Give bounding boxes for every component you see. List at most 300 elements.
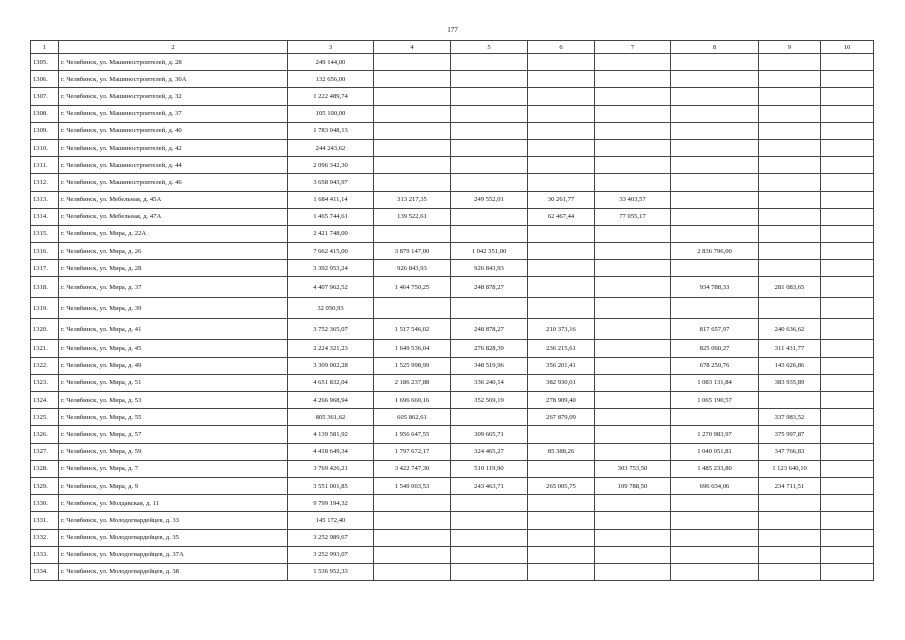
value-cell (821, 374, 874, 391)
value-cell (595, 54, 671, 71)
value-cell (821, 357, 874, 374)
row-number: 1313. (31, 191, 59, 208)
value-cell (759, 174, 821, 191)
row-number: 1328. (31, 460, 59, 477)
row-number: 1314. (31, 208, 59, 225)
value-cell (759, 191, 821, 208)
value-cell: 1 464 750,25 (374, 277, 451, 298)
value-cell (374, 563, 451, 580)
row-number: 1319. (31, 298, 59, 319)
value-cell: 1 485 233,80 (671, 460, 759, 477)
address-cell: г. Челябинск, ул. Молодогвардейцев, д. 33 (59, 512, 288, 529)
value-cell: 2 224 321,23 (288, 340, 374, 357)
value-cell: 30 261,77 (528, 191, 595, 208)
value-cell: 265 005,75 (528, 477, 595, 494)
value-cell (595, 139, 671, 156)
value-cell: 249 144,00 (288, 54, 374, 71)
value-cell: 313 217,35 (374, 191, 451, 208)
row-number: 1326. (31, 426, 59, 443)
value-cell: 1 956 647,55 (374, 426, 451, 443)
table-row (31, 529, 874, 546)
value-cell: 243 463,71 (451, 477, 528, 494)
value-cell (671, 298, 759, 319)
value-cell (528, 157, 595, 174)
table-row (31, 225, 874, 242)
value-cell (671, 157, 759, 174)
value-cell: 248 878,27 (451, 277, 528, 298)
value-cell (671, 208, 759, 225)
value-cell: 7 662 415,00 (288, 243, 374, 260)
address-cell: г. Челябинск, ул. Мира, д. 51 (59, 374, 288, 391)
table-row (31, 357, 874, 374)
row-number: 1318. (31, 277, 59, 298)
value-cell (821, 277, 874, 298)
value-cell: 3 551 001,85 (288, 477, 374, 494)
value-cell (821, 139, 874, 156)
value-cell: 3 769 426,21 (288, 460, 374, 477)
value-cell (528, 512, 595, 529)
value-cell: 383 935,89 (759, 374, 821, 391)
value-cell: 9 799 194,32 (288, 495, 374, 512)
row-number: 1324. (31, 392, 59, 409)
value-cell (595, 319, 671, 340)
value-cell (528, 426, 595, 443)
value-cell: 4 139 581,92 (288, 426, 374, 443)
value-cell (451, 157, 528, 174)
value-cell (374, 71, 451, 88)
row-number: 1320. (31, 319, 59, 340)
column-header: 10 (821, 41, 874, 54)
value-cell: 825 060,27 (671, 340, 759, 357)
value-cell (821, 443, 874, 460)
address-cell: г. Челябинск, ул. Машиностроителей, д. 32 (59, 88, 288, 105)
value-cell (821, 529, 874, 546)
value-cell (451, 54, 528, 71)
value-cell: 1 123 640,10 (759, 460, 821, 477)
address-cell: г. Челябинск, ул. Мира, д. 39 (59, 298, 288, 319)
address-cell: г. Челябинск, ул. Машиностроителей, д. 28 (59, 54, 288, 71)
value-cell (595, 174, 671, 191)
value-cell: 309 665,71 (451, 426, 528, 443)
value-cell (821, 495, 874, 512)
value-cell: 1 549 003,53 (374, 477, 451, 494)
value-cell (451, 105, 528, 122)
value-cell (374, 529, 451, 546)
value-cell (671, 546, 759, 563)
value-cell: 3 658 943,97 (288, 174, 374, 191)
value-cell (759, 298, 821, 319)
row-number: 1312. (31, 174, 59, 191)
value-cell: 347 766,83 (759, 443, 821, 460)
table-row (31, 260, 874, 277)
value-cell (759, 392, 821, 409)
value-cell: 805 361,62 (288, 409, 374, 426)
value-cell: 510 119,90 (451, 460, 528, 477)
value-cell (528, 495, 595, 512)
value-cell (821, 340, 874, 357)
value-cell (759, 208, 821, 225)
table-row (31, 512, 874, 529)
address-cell: г. Челябинск, ул. Мебельная, д. 45А (59, 191, 288, 208)
address-cell: г. Челябинск, ул. Мира, д. 57 (59, 426, 288, 443)
value-cell: 32 050,93 (288, 298, 374, 319)
row-number: 1332. (31, 529, 59, 546)
value-cell (759, 512, 821, 529)
value-cell (821, 563, 874, 580)
register-table (30, 40, 874, 581)
value-cell (759, 139, 821, 156)
value-cell (595, 88, 671, 105)
value-cell: 4 266 968,94 (288, 392, 374, 409)
address-cell: г. Челябинск, ул. Машиностроителей, д. 30А (59, 71, 288, 88)
value-cell (671, 529, 759, 546)
column-header: 4 (374, 41, 451, 54)
value-cell: 85 388,26 (528, 443, 595, 460)
address-cell: г. Челябинск, ул. Мира, д. 9 (59, 477, 288, 494)
value-cell: 33 403,57 (595, 191, 671, 208)
table-row (31, 157, 874, 174)
table-row (31, 54, 874, 71)
value-cell: 210 373,16 (528, 319, 595, 340)
row-number: 1334. (31, 563, 59, 580)
value-cell: 3 879 147,00 (374, 243, 451, 260)
value-cell: 1 797 672,17 (374, 443, 451, 460)
value-cell: 3 252 993,07 (288, 546, 374, 563)
address-cell: г. Челябинск, ул. Машиностроителей, д. 42 (59, 139, 288, 156)
address-cell: г. Челябинск, ул. Мира, д. 49 (59, 357, 288, 374)
header-row (31, 41, 874, 54)
value-cell (759, 529, 821, 546)
value-cell: 276 828,39 (451, 340, 528, 357)
value-cell: 240 636,62 (759, 319, 821, 340)
value-cell (528, 277, 595, 298)
value-cell (759, 157, 821, 174)
value-cell: 1 040 051,81 (671, 443, 759, 460)
value-cell (451, 122, 528, 139)
value-cell (671, 260, 759, 277)
value-cell (451, 529, 528, 546)
value-cell (595, 243, 671, 260)
value-cell: 678 250,76 (671, 357, 759, 374)
value-cell: 817 657,97 (671, 319, 759, 340)
table-row (31, 319, 874, 340)
value-cell (759, 495, 821, 512)
value-cell (528, 546, 595, 563)
address-cell: г. Челябинск, ул. Мира, д. 59 (59, 443, 288, 460)
value-cell (595, 374, 671, 391)
value-cell (821, 460, 874, 477)
value-cell: 139 522,61 (374, 208, 451, 225)
row-number: 1309. (31, 122, 59, 139)
value-cell (821, 208, 874, 225)
address-cell: г. Челябинск, ул. Молодогвардейцев, д. 35 (59, 529, 288, 546)
value-cell (671, 191, 759, 208)
value-cell (374, 546, 451, 563)
value-cell (821, 71, 874, 88)
value-cell (374, 174, 451, 191)
table-row (31, 563, 874, 580)
value-cell: 926 843,93 (374, 260, 451, 277)
value-cell (671, 174, 759, 191)
value-cell (821, 426, 874, 443)
value-cell (821, 122, 874, 139)
value-cell (759, 88, 821, 105)
value-cell (451, 298, 528, 319)
table-row (31, 340, 874, 357)
address-cell: г. Челябинск, ул. Мебельная, д. 47А (59, 208, 288, 225)
value-cell (595, 409, 671, 426)
value-cell: 324 465,27 (451, 443, 528, 460)
value-cell (759, 546, 821, 563)
row-number: 1306. (31, 71, 59, 88)
row-number: 1315. (31, 225, 59, 242)
value-cell: 352 569,19 (451, 392, 528, 409)
value-cell (671, 54, 759, 71)
value-cell (759, 71, 821, 88)
value-cell (759, 105, 821, 122)
value-cell: 249 552,01 (451, 191, 528, 208)
row-number: 1321. (31, 340, 59, 357)
value-cell (821, 54, 874, 71)
value-cell: 143 026,86 (759, 357, 821, 374)
value-cell: 926 843,93 (451, 260, 528, 277)
value-cell (821, 105, 874, 122)
value-cell (528, 298, 595, 319)
column-header: 3 (288, 41, 374, 54)
value-cell (595, 71, 671, 88)
value-cell (451, 225, 528, 242)
table-row (31, 208, 874, 225)
value-cell (671, 71, 759, 88)
row-number: 1331. (31, 512, 59, 529)
value-cell (821, 409, 874, 426)
value-cell (595, 392, 671, 409)
table-row (31, 460, 874, 477)
value-cell: 1 065 190,57 (671, 392, 759, 409)
value-cell (821, 174, 874, 191)
table-row (31, 495, 874, 512)
value-cell: 337 983,52 (759, 409, 821, 426)
value-cell: 1 270 983,97 (671, 426, 759, 443)
address-cell: г. Челябинск, ул. Машиностроителей, д. 46 (59, 174, 288, 191)
value-cell (374, 225, 451, 242)
value-cell: 3 752 365,07 (288, 319, 374, 340)
value-cell: 1 222 489,74 (288, 88, 374, 105)
value-cell (821, 243, 874, 260)
value-cell (671, 409, 759, 426)
row-number: 1333. (31, 546, 59, 563)
value-cell (595, 426, 671, 443)
value-cell (451, 88, 528, 105)
value-cell (595, 105, 671, 122)
table-row (31, 191, 874, 208)
value-cell (451, 139, 528, 156)
value-cell (671, 225, 759, 242)
value-cell: 336 240,14 (451, 374, 528, 391)
value-cell: 2 096 342,30 (288, 157, 374, 174)
value-cell (451, 409, 528, 426)
value-cell: 132 656,00 (288, 71, 374, 88)
value-cell (595, 563, 671, 580)
column-header: 5 (451, 41, 528, 54)
address-cell: г. Челябинск, ул. Машиностроителей, д. 40 (59, 122, 288, 139)
value-cell (759, 563, 821, 580)
value-cell: 278 909,40 (528, 392, 595, 409)
table-row (31, 426, 874, 443)
table-row (31, 243, 874, 260)
value-cell: 3 309 002,28 (288, 357, 374, 374)
value-cell: 109 788,50 (595, 477, 671, 494)
value-cell (374, 88, 451, 105)
row-number: 1325. (31, 409, 59, 426)
column-header: 2 (59, 41, 288, 54)
value-cell: 303 753,50 (595, 460, 671, 477)
address-cell: г. Челябинск, ул. Мира, д. 7 (59, 460, 288, 477)
row-number: 1310. (31, 139, 59, 156)
address-cell: г. Челябинск, ул. Мира, д. 22А (59, 225, 288, 242)
value-cell (595, 495, 671, 512)
value-cell (671, 122, 759, 139)
row-number: 1322. (31, 357, 59, 374)
row-number: 1308. (31, 105, 59, 122)
value-cell (451, 71, 528, 88)
value-cell (528, 174, 595, 191)
value-cell (528, 54, 595, 71)
value-cell: 1 696 669,16 (374, 392, 451, 409)
value-cell (821, 392, 874, 409)
value-cell: 2 186 237,88 (374, 374, 451, 391)
value-cell: 267 879,09 (528, 409, 595, 426)
value-cell (528, 105, 595, 122)
row-number: 1330. (31, 495, 59, 512)
value-cell: 1 083 131,84 (671, 374, 759, 391)
value-cell: 2 421 748,00 (288, 225, 374, 242)
address-cell: г. Челябинск, ул. Мира, д. 45 (59, 340, 288, 357)
value-cell (759, 225, 821, 242)
address-cell: г. Челябинск, ул. Машиностроителей, д. 37 (59, 105, 288, 122)
value-cell (595, 157, 671, 174)
value-cell: 248 878,27 (451, 319, 528, 340)
value-cell: 4 651 832,04 (288, 374, 374, 391)
value-cell: 934 788,33 (671, 277, 759, 298)
value-cell: 62 467,44 (528, 208, 595, 225)
value-cell (595, 340, 671, 357)
value-cell: 1 525 998,99 (374, 357, 451, 374)
value-cell (374, 298, 451, 319)
value-cell: 382 930,01 (528, 374, 595, 391)
value-cell: 1 684 411,14 (288, 191, 374, 208)
value-cell (821, 88, 874, 105)
row-number: 1305. (31, 54, 59, 71)
row-number: 1323. (31, 374, 59, 391)
value-cell (671, 563, 759, 580)
value-cell (528, 88, 595, 105)
value-cell: 1 783 048,13 (288, 122, 374, 139)
value-cell (528, 225, 595, 242)
value-cell (821, 260, 874, 277)
value-cell (821, 225, 874, 242)
value-cell (595, 225, 671, 242)
address-cell: г. Челябинск, ул. Мира, д. 26 (59, 243, 288, 260)
address-cell: г. Челябинск, ул. Мира, д. 55 (59, 409, 288, 426)
value-cell (671, 139, 759, 156)
address-cell: г. Челябинск, ул. Молодогвардейцев, д. 37А (59, 546, 288, 563)
value-cell: 1 517 546,02 (374, 319, 451, 340)
row-number: 1311. (31, 157, 59, 174)
value-cell (821, 546, 874, 563)
value-cell: 1 649 536,04 (374, 340, 451, 357)
value-cell (374, 495, 451, 512)
value-cell: 3 422 747,30 (374, 460, 451, 477)
address-cell: г. Челябинск, ул. Мира, д. 28 (59, 260, 288, 277)
value-cell (595, 512, 671, 529)
value-cell (528, 460, 595, 477)
value-cell (528, 71, 595, 88)
value-cell: 375 997,87 (759, 426, 821, 443)
value-cell (528, 243, 595, 260)
table-row (31, 122, 874, 139)
value-cell: 1 536 952,33 (288, 563, 374, 580)
table-row (31, 546, 874, 563)
value-cell (595, 529, 671, 546)
value-cell (451, 563, 528, 580)
value-cell: 2 836 796,00 (671, 243, 759, 260)
value-cell: 3 252 989,67 (288, 529, 374, 546)
value-cell (595, 546, 671, 563)
value-cell (451, 208, 528, 225)
address-cell: г. Челябинск, ул. Мира, д. 37 (59, 277, 288, 298)
address-cell: г. Челябинск, ул. Мира, д. 53 (59, 392, 288, 409)
value-cell (595, 443, 671, 460)
value-cell (821, 191, 874, 208)
column-header: 1 (31, 41, 59, 54)
value-cell: 105 100,00 (288, 105, 374, 122)
value-cell (671, 88, 759, 105)
value-cell (528, 122, 595, 139)
value-cell (528, 260, 595, 277)
value-cell (528, 529, 595, 546)
value-cell: 244 243,62 (288, 139, 374, 156)
value-cell: 145 172,40 (288, 512, 374, 529)
value-cell: 4 418 649,34 (288, 443, 374, 460)
value-cell: 281 083,65 (759, 277, 821, 298)
value-cell (374, 512, 451, 529)
table-body (31, 54, 874, 581)
address-cell: г. Челябинск, ул. Мира, д. 41 (59, 319, 288, 340)
column-header: 9 (759, 41, 821, 54)
value-cell (671, 495, 759, 512)
value-cell (374, 54, 451, 71)
value-cell (374, 157, 451, 174)
value-cell (759, 54, 821, 71)
table-row (31, 139, 874, 156)
value-cell (821, 477, 874, 494)
column-header: 8 (671, 41, 759, 54)
value-cell: 3 392 953,24 (288, 260, 374, 277)
value-cell (595, 122, 671, 139)
value-cell: 311 431,77 (759, 340, 821, 357)
value-cell: 356 201,41 (528, 357, 595, 374)
value-cell (759, 243, 821, 260)
value-cell (451, 546, 528, 563)
value-cell: 236 215,61 (528, 340, 595, 357)
value-cell (671, 105, 759, 122)
value-cell (451, 495, 528, 512)
value-cell (374, 105, 451, 122)
table-row (31, 105, 874, 122)
column-header: 7 (595, 41, 671, 54)
value-cell (595, 277, 671, 298)
